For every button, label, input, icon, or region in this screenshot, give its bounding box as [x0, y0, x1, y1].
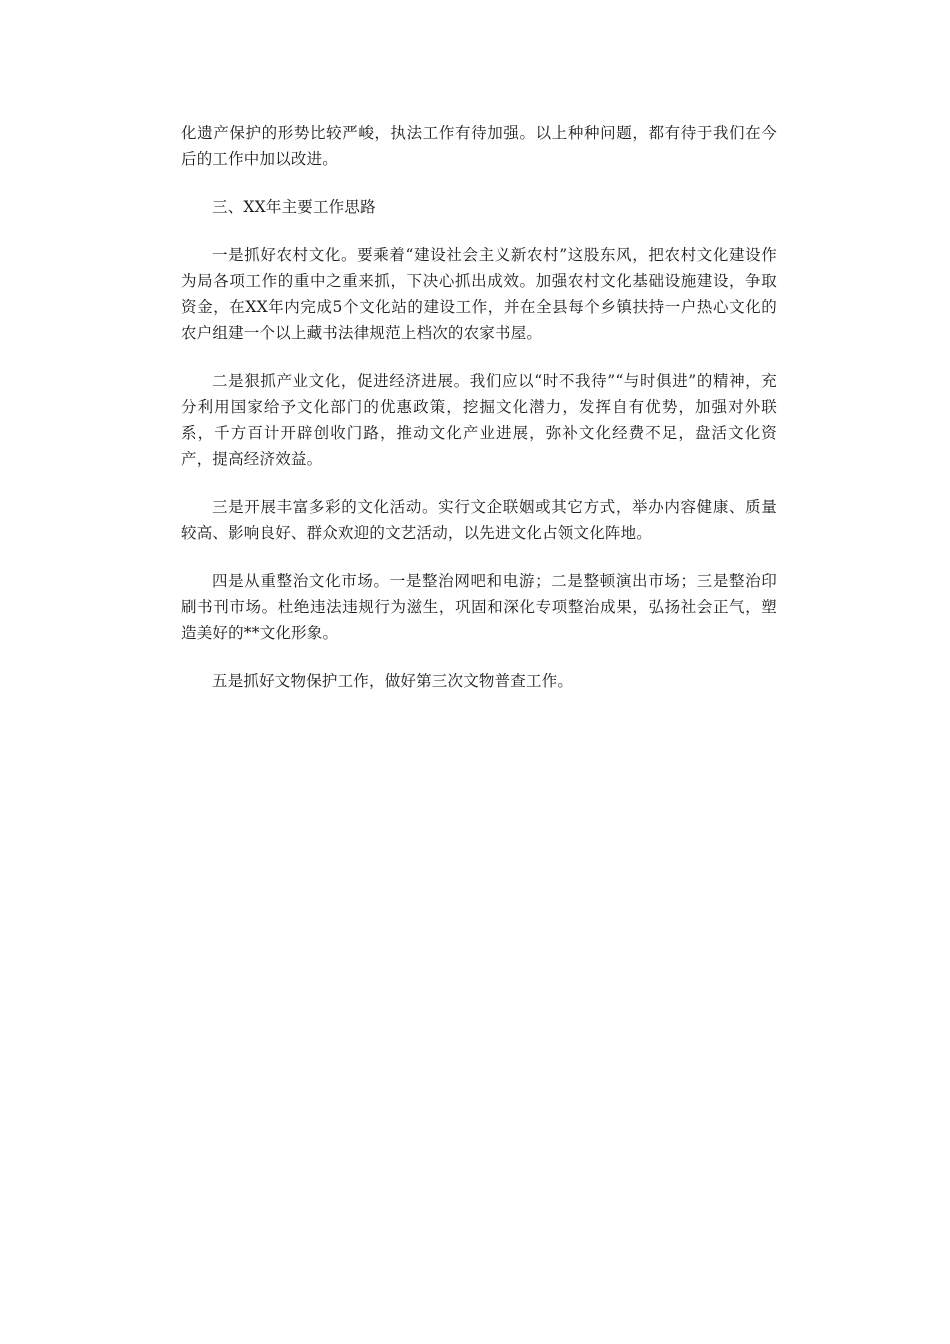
- section-heading: 三、XX年主要工作思路: [212, 198, 376, 216]
- paragraph-cultural-activities: 三是开展丰富多彩的文化活动。实行文企联姻或其它方式，举办内容健康、质量较高、影响良好、群众欢迎的文艺活动，以先进文化占领文化阵地。: [181, 498, 777, 542]
- paragraph-continuation: 化遗产保护的形势比较严峻，执法工作有待加强。以上种种问题，都有待于我们在今后的工作中加以改进。: [181, 124, 777, 168]
- document-body: [181, 120, 777, 716]
- paragraph-market-regulation: 四是从重整治文化市场。一是整治网吧和电游；二是整顿演出市场；三是整治印刷书刊市场。杜绝违法违规行为滋生，巩固和深化专项整治成果，弘扬社会正气，塑造美好的**文化形象。: [181, 572, 777, 642]
- paragraph-rural-culture: 一是抓好农村文化。要乘着“建设社会主义新农村”这股东风，把农村文化建设作为局各项工作的重中之重来抓，下决心抓出成效。加强农村文化基础设施建设，争取资金，在XX年内完成5个文化站的建设工作，并在全县每个乡镇扶持一户热心文化的农户组建一个以上藏书法律规范上档次的农家书屋。: [181, 246, 777, 342]
- paragraph-industry-culture: 二是狠抓产业文化，促进经济进展。我们应以“时不我待”“与时俱进”的精神，充分利用国家给予文化部门的优惠政策，挖掘文化潜力，发挥自有优势，加强对外联系，千方百计开辟创收门路，推动文化产业进展，弥补文化经费不足，盘活文化资产，提高经济效益。: [181, 372, 777, 468]
- paragraph-relic-protection: 五是抓好文物保护工作，做好第三次文物普查工作。: [212, 672, 574, 690]
